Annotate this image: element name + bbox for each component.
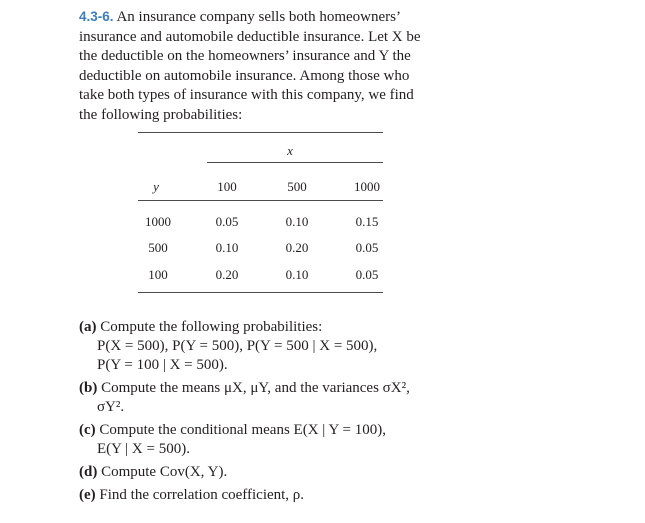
y-header: y <box>153 179 159 194</box>
intro-line-2: insurance and automobile deductible insurance. Let X be <box>79 28 421 45</box>
problem-parts <box>79 318 463 505</box>
intro-line-5: take both types of insurance with this company, we find <box>79 87 414 104</box>
y-value: 500 <box>148 240 168 255</box>
x-header-rule <box>207 162 383 163</box>
prob-cell: 0.15 <box>355 214 379 229</box>
part-b-label: (b) <box>79 380 98 396</box>
problem-number: 4.3-6. <box>79 9 114 24</box>
part-c-line1: Compute the conditional means E(X | Y = 100), <box>99 422 386 438</box>
table-bottom-rule <box>138 292 383 293</box>
prob-cell: 0.05 <box>355 267 379 282</box>
part-d <box>79 463 463 482</box>
part-a-line3: P(Y = 100 | X = 500). <box>97 357 228 373</box>
x-value-500: 500 <box>287 179 307 194</box>
prob-cell: 0.05 <box>355 240 379 255</box>
part-a-label: (a) <box>79 319 97 335</box>
part-c-label: (c) <box>79 422 96 438</box>
prob-cell: 0.10 <box>285 267 309 282</box>
part-e-line1: Find the correlation coefficient, ρ. <box>99 487 305 503</box>
prob-cell: 0.20 <box>215 267 239 282</box>
header-bottom-rule <box>138 200 383 201</box>
part-a-line1: Compute the following probabilities: <box>100 319 323 335</box>
part-e <box>79 486 463 505</box>
x-value-100: 100 <box>217 179 237 194</box>
part-a-line2: P(X = 500), P(Y = 500), P(Y = 500 | X = 500), <box>97 338 378 354</box>
intro-line-1: An insurance company sells both homeowners’ <box>116 9 401 25</box>
intro-line-6: the following probabilities: <box>79 106 243 123</box>
part-b <box>79 379 463 417</box>
part-e-label: (e) <box>79 487 96 503</box>
part-a <box>79 318 463 375</box>
intro-line-3: the deductible on the homeowners’ insurance and Y the <box>79 48 411 65</box>
prob-cell: 0.10 <box>285 214 309 229</box>
x-value-1000: 1000 <box>354 179 380 194</box>
prob-cell: 0.05 <box>215 214 239 229</box>
part-c-line2: E(Y | X = 500). <box>97 441 190 457</box>
prob-cell: 0.20 <box>285 240 309 255</box>
intro-line-4: deductible on automobile insurance. Among those who <box>79 67 410 84</box>
part-b-line1: Compute the means μX, μY, and the variances σX², <box>101 380 410 396</box>
problem-statement <box>79 7 463 126</box>
part-d-line1: Compute Cov(X, Y). <box>101 464 228 480</box>
prob-cell: 0.10 <box>215 240 239 255</box>
x-header: x <box>287 143 293 158</box>
part-b-line2: σY². <box>97 399 125 415</box>
part-d-label: (d) <box>79 464 98 480</box>
part-c <box>79 421 463 459</box>
y-value: 100 <box>148 267 168 282</box>
table-top-rule <box>138 132 383 133</box>
y-value: 1000 <box>145 214 171 229</box>
